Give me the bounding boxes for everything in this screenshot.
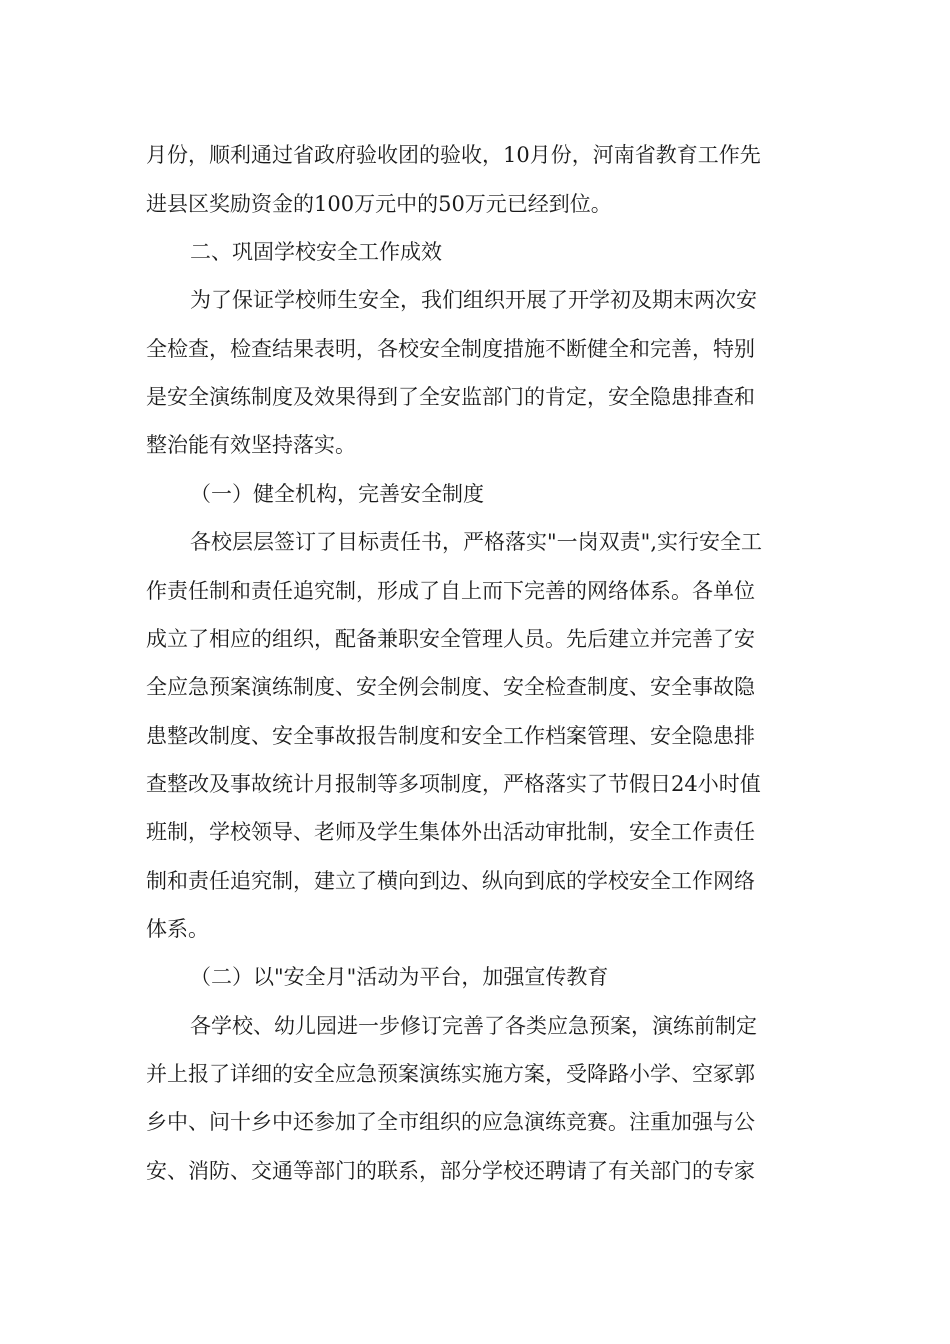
paragraph-line-7: 整治能有效坚持落实。 [146,433,356,457]
paragraph-line-5: 全检查，检查结果表明，各校安全制度措施不断健全和完善，特别 [146,337,755,361]
paragraph-line-17: 体系。 [146,917,209,941]
paragraph-line-1: 月份，顺利通过省政府验收团的验收，10月份，河南省教育工作先 [146,143,761,167]
paragraph-line-15: 班制，学校领导、老师及学生集体外出活动审批制，安全工作责任 [146,820,755,844]
subsection-heading-2: （二）以"安全月"活动为平台，加强宣传教育 [190,965,609,989]
paragraph-line-22: 安、消防、交通等部门的联系，部分学校还聘请了有关部门的专家 [146,1159,755,1183]
paragraph-line-4: 为了保证学校师生安全，我们组织开展了开学初及期末两次安 [190,288,757,312]
paragraph-line-14: 查整改及事故统计月报制等多项制度，严格落实了节假日24小时值 [146,772,761,796]
section-heading-2: 二、巩固学校安全工作成效 [190,240,442,264]
paragraph-line-16: 制和责任追究制，建立了横向到边、纵向到底的学校安全工作网络 [146,869,755,893]
paragraph-line-20: 并上报了详细的安全应急预案演练实施方案，受降路小学、空冢郭 [146,1062,755,1086]
paragraph-line-11: 成立了相应的组织，配备兼职安全管理人员。先后建立并完善了安 [146,627,755,651]
paragraph-line-21: 乡中、问十乡中还参加了全市组织的应急演练竞赛。注重加强与公 [146,1110,755,1134]
paragraph-line-13: 患整改制度、安全事故报告制度和安全工作档案管理、安全隐患排 [146,724,755,748]
paragraph-line-2: 进县区奖励资金的100万元中的50万元已经到位。 [146,192,612,216]
paragraph-line-6: 是安全演练制度及效果得到了全安监部门的肯定，安全隐患排查和 [146,385,755,409]
paragraph-line-19: 各学校、幼儿园进一步修订完善了各类应急预案，演练前制定 [190,1014,757,1038]
paragraph-line-12: 全应急预案演练制度、安全例会制度、安全检查制度、安全事故隐 [146,675,755,699]
paragraph-line-10: 作责任制和责任追究制，形成了自上而下完善的网络体系。各单位 [146,579,755,603]
paragraph-line-9: 各校层层签订了目标责任书，严格落实"一岗双责",实行安全工 [190,530,762,554]
subsection-heading-1: （一）健全机构，完善安全制度 [190,482,484,506]
